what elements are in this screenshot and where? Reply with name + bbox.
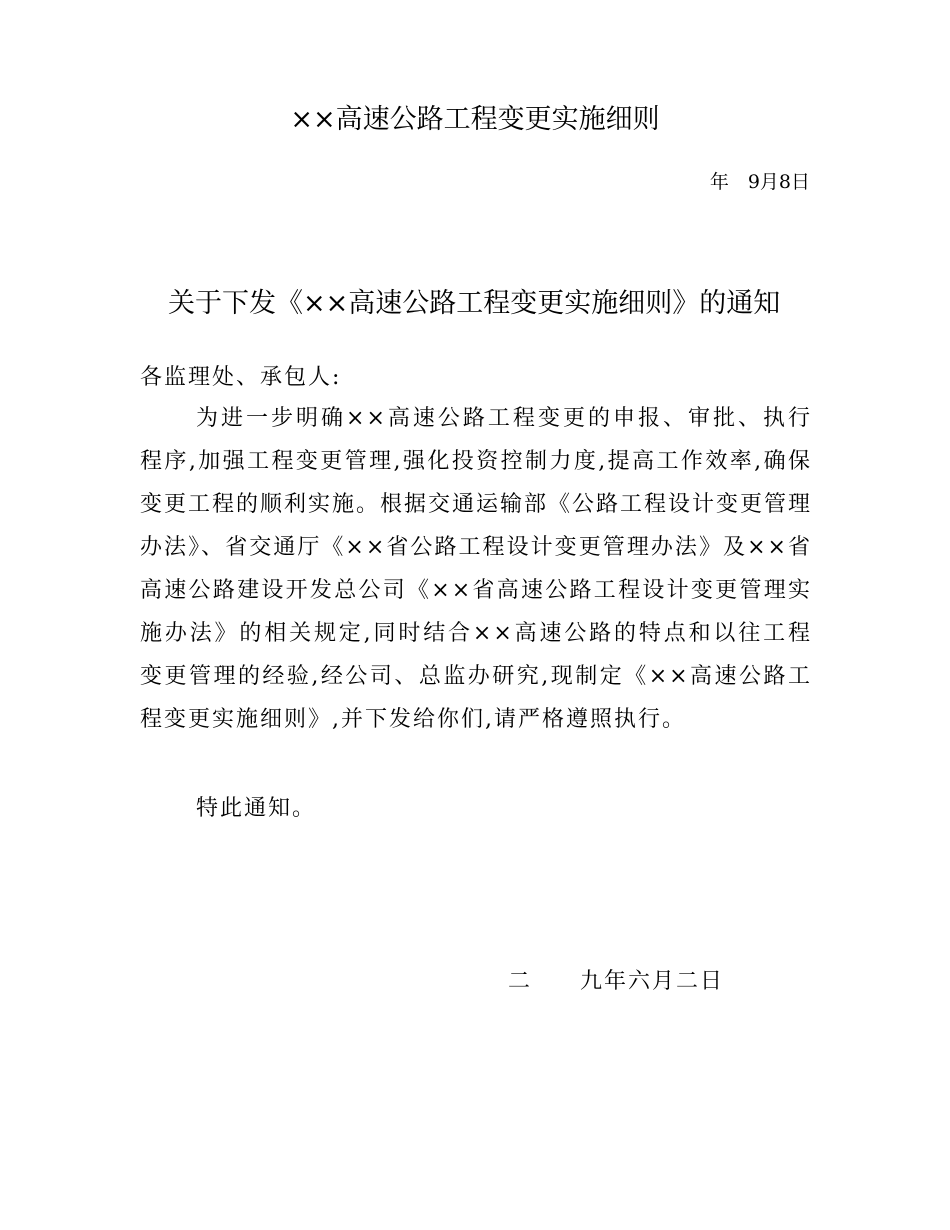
- signature-date: 二 九年六月二日: [508, 969, 725, 994]
- notice-title: 关于下发《××高速公路工程变更实施细则》的通知: [168, 288, 781, 319]
- closing-line: 特此通知。: [196, 796, 317, 821]
- body-paragraph: 为进一步明确××高速公路工程变更的申报、审批、执行程序,加强工程变更管理,强化投资控制力度,提高工作效率,确保变更工程的顺利实施。根据交通运输部《公路工程设计变更管理办法》、省交通厅《××省公路工程设计变更管理办法》及××省高速公路建设开发总公司《××省高速公路工程设计变更管理实施办法》的相关规定,同时结合××高速公路的特点和以往工程变更管理的经验,经公司、总监办研究,现制定《××高速公路工程变更实施细则》,并下发给你们,请严格遵照执行。: [140, 406, 813, 732]
- salutation: 各监理处、承包人:: [140, 365, 342, 390]
- document-title: ××高速公路工程变更实施细则: [290, 104, 660, 135]
- document-date: 年 9月8日: [709, 171, 810, 193]
